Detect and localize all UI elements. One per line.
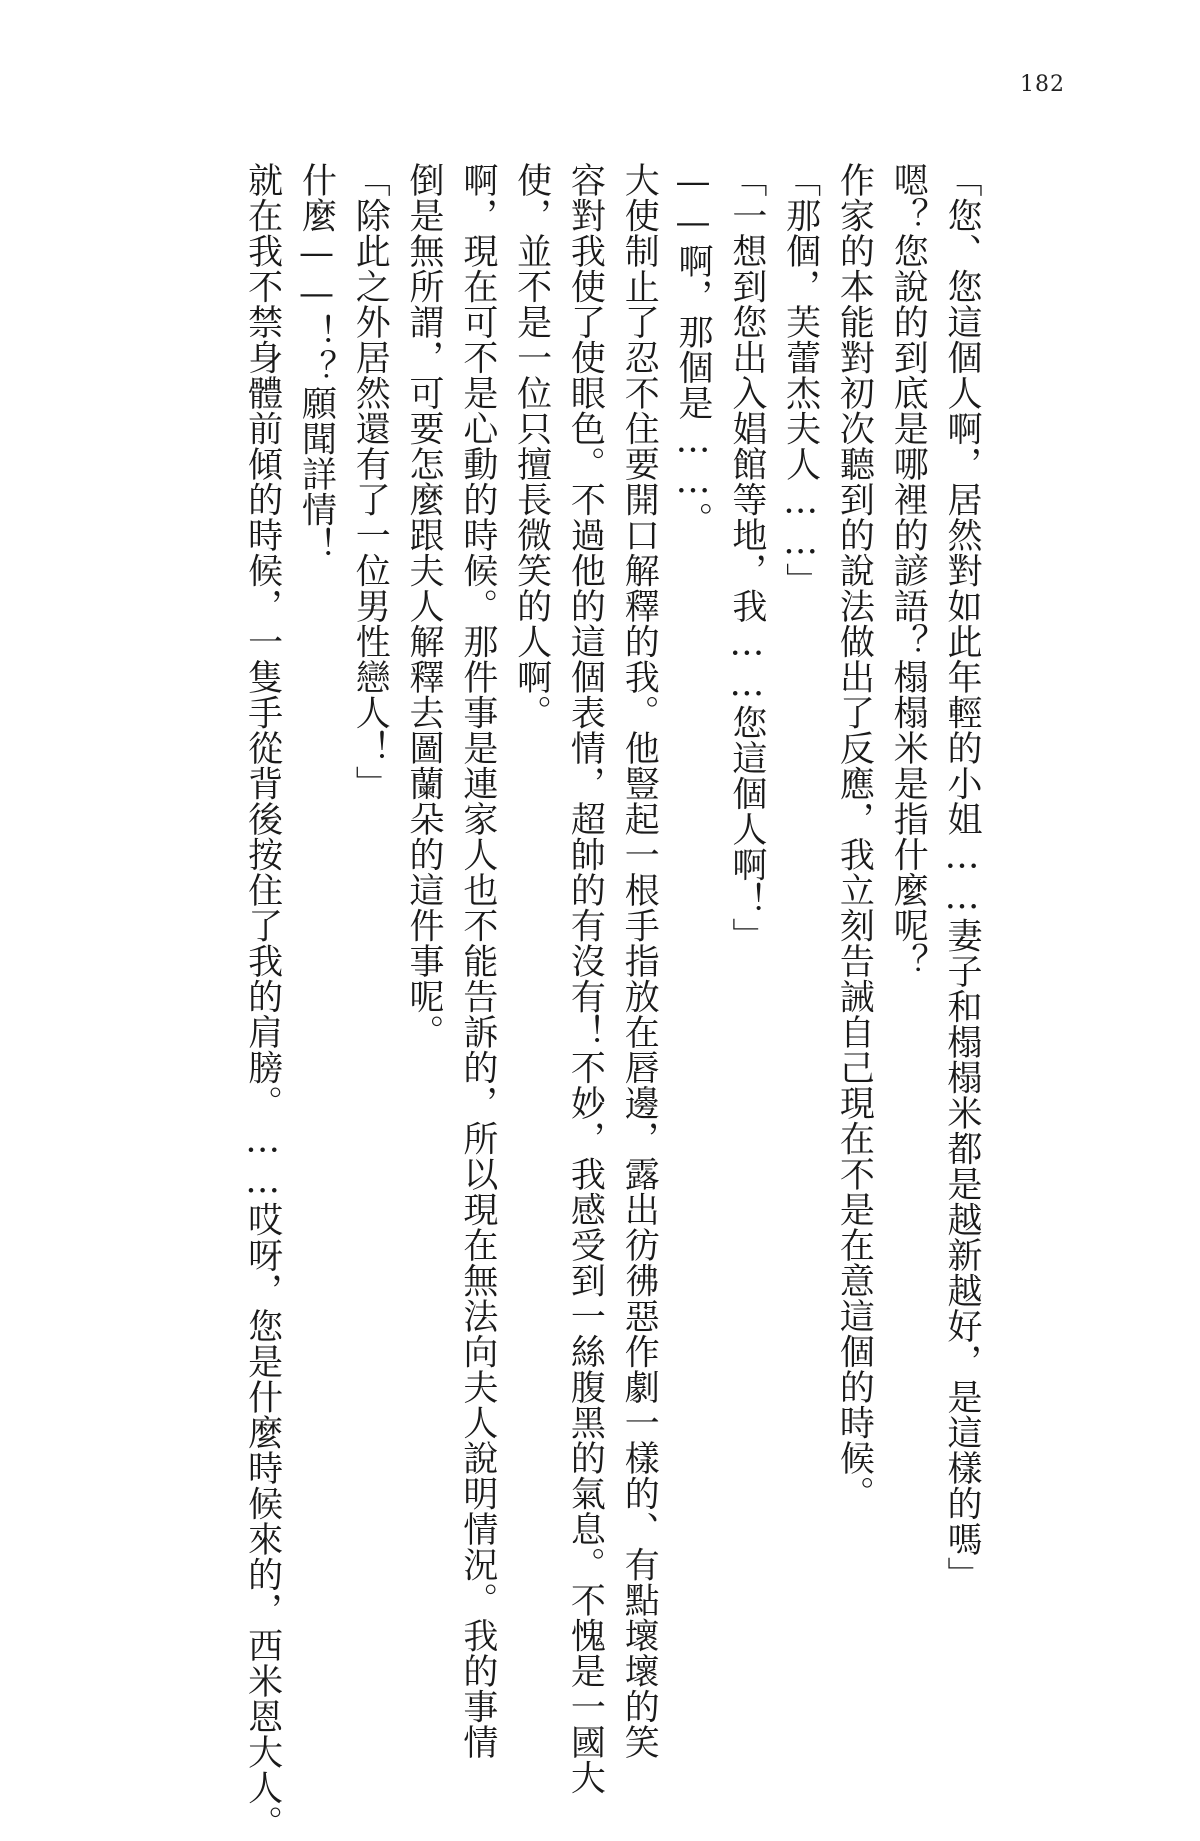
- text-line: 嗯？您說的到底是哪裡的諺語？榻榻米是指什麼呢？: [888, 162, 929, 979]
- page-number: 182: [1020, 72, 1065, 97]
- text-line: 什麼——！？願聞詳情！: [296, 162, 337, 563]
- text-line: 作家的本能對初次聽到的說法做出了反應，我立刻告誡自己現在不是在意這個的時候。: [834, 162, 875, 1511]
- text-line: 倒是無所謂，可要怎麼跟夫人解釋去圖蘭朵的這件事呢。: [404, 162, 445, 1050]
- text-line: 大使制止了忍不住要開口解釋的我。他豎起一根手指放在唇邊，露出彷彿惡作劇一樣的、有點壞壞的笑: [619, 162, 660, 1760]
- text-line: ——啊，那個是……。: [673, 162, 714, 537]
- text-line: 「那個，芙蕾杰夫人……」: [780, 162, 821, 598]
- text-line: 啊，現在可不是心動的時候。那件事是連家人也不能告訴的，所以現在無法向夫人說明情況。我的事情: [457, 162, 498, 1760]
- text-line: 「一想到您出入娼館等地，我……您這個人啊！」: [726, 162, 767, 953]
- text-line: 「除此之外居然還有了一位男性戀人！」: [350, 162, 391, 801]
- text-line: 「您、您這個人啊，居然對如此年輕的小姐……妻子和榻榻米都是越新越好，是這樣的嗎」: [942, 162, 982, 1592]
- text-line: 就在我不禁身體前傾的時候，一隻手從背後按住了我的肩膀。……哎呀，您是什麼時候來的，西米恩大人。: [242, 162, 283, 1841]
- text-line: 容對我使了使眼色。不過他的這個表情，超帥的有沒有！不妙，我感受到一絲腹黑的氣息。不愧是一國大: [565, 162, 606, 1795]
- vertical-text-body: [235, 162, 988, 1841]
- text-line: 使，並不是一位只擅長微笑的人啊。: [511, 162, 552, 730]
